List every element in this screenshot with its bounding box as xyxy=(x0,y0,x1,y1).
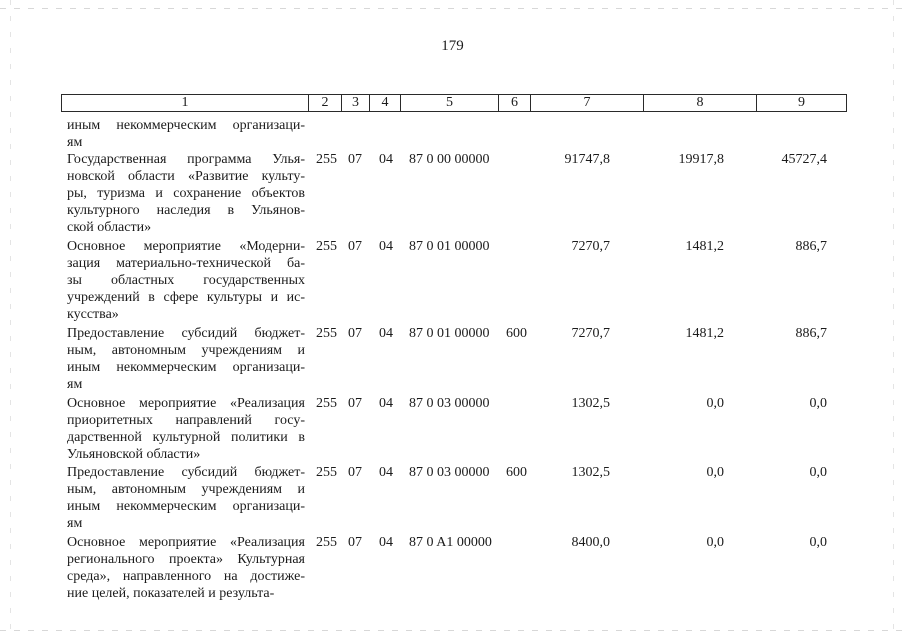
row-name-line: Основное мероприятие «Реализация xyxy=(67,535,305,550)
row-c4: 04 xyxy=(379,326,393,341)
row-c9: 886,7 xyxy=(795,239,827,254)
header-col-7: 7 xyxy=(530,95,643,111)
row-c8: 0,0 xyxy=(706,535,724,550)
row-c2: 255 xyxy=(316,396,337,411)
row-name xyxy=(67,238,305,323)
row-name-line: Предоставление субсидий бюджет- xyxy=(67,326,305,341)
row-c7: 8400,0 xyxy=(571,535,610,550)
header-col-1: 1 xyxy=(181,95,189,110)
row-name-line: приоритетных направлений госу- xyxy=(67,413,305,428)
row-name xyxy=(67,395,305,463)
row-c6: 600 xyxy=(506,465,527,480)
row-name-line: ным, автономным учреждениям и xyxy=(67,482,305,497)
row-c2: 255 xyxy=(316,326,337,341)
row-name-line: иным некоммерческим организаци- xyxy=(67,360,305,375)
row-c3: 07 xyxy=(348,152,362,167)
row-name-line: зы областных государственных xyxy=(67,273,305,288)
scan-left-edge xyxy=(10,0,11,640)
row-name xyxy=(67,464,305,532)
header-col-4: 4 xyxy=(369,95,400,111)
row-name xyxy=(67,534,305,602)
row-c8: 19917,8 xyxy=(678,152,724,167)
header-col-5: 5 xyxy=(400,95,498,111)
row-name-line: учреждений в сфере культуры и ис- xyxy=(67,290,305,305)
row-c4: 04 xyxy=(379,465,393,480)
row-c7: 1302,5 xyxy=(571,396,610,411)
row-name-line: ры, туризма и сохранение объектов xyxy=(67,186,305,201)
row-c3: 07 xyxy=(348,535,362,550)
row-name-line: ным, автономным учреждениям и xyxy=(67,343,305,358)
row-c3: 07 xyxy=(348,396,362,411)
row-c5: 87 0 00 00000 xyxy=(409,152,490,167)
row-name-line: иным некоммерческим организаци- xyxy=(67,499,305,514)
row-c2: 255 xyxy=(316,239,337,254)
row-name-line: ям xyxy=(67,377,83,392)
header-col-6: 6 xyxy=(498,95,530,111)
row-c9: 45727,4 xyxy=(781,152,827,167)
row-name-line: среда», направленного на достиже- xyxy=(67,569,305,584)
table-header-row xyxy=(61,94,847,112)
row-name-line: иным некоммерческим организаци- xyxy=(67,118,305,133)
row-c9: 0,0 xyxy=(809,535,827,550)
row-c5: 87 0 03 00000 xyxy=(409,396,490,411)
row-c5: 87 0 01 00000 xyxy=(409,326,490,341)
row-name-line: ям xyxy=(67,135,83,150)
scan-right-edge xyxy=(893,0,894,640)
row-name-line: культурного наследия в Ульянов- xyxy=(67,203,305,218)
row-name-line: Основное мероприятие «Модерни- xyxy=(67,239,305,254)
row-c9: 0,0 xyxy=(809,465,827,480)
page-number: 179 xyxy=(441,38,464,54)
row-c9: 0,0 xyxy=(809,396,827,411)
row-c8: 1481,2 xyxy=(685,239,724,254)
row-c3: 07 xyxy=(348,326,362,341)
row-name-line: ние целей, показателей и результа- xyxy=(67,586,275,601)
row-name-line: ской области» xyxy=(67,220,152,235)
row-c9: 886,7 xyxy=(795,326,827,341)
row-name-line: регионального проекта» Культурная xyxy=(67,552,305,567)
row-c5: 87 0 03 00000 xyxy=(409,465,490,480)
row-name-line: Государственная программа Улья- xyxy=(67,152,305,167)
header-col-8: 8 xyxy=(643,95,756,111)
row-name xyxy=(67,325,305,393)
row-c2: 255 xyxy=(316,152,337,167)
row-c7: 91747,8 xyxy=(564,152,610,167)
row-name-line: Ульяновской области» xyxy=(67,447,201,462)
row-name-line: кусства» xyxy=(67,307,119,322)
row-c3: 07 xyxy=(348,239,362,254)
row-c5: 87 0 A1 00000 xyxy=(409,535,492,550)
row-name xyxy=(67,151,305,236)
header-col-3: 3 xyxy=(341,95,369,111)
row-name-line: новской области «Развитие культу- xyxy=(67,169,305,184)
row-c3: 07 xyxy=(348,465,362,480)
row-c2: 255 xyxy=(316,535,337,550)
row-name-line: ям xyxy=(67,516,83,531)
row-c4: 04 xyxy=(379,239,393,254)
row-name xyxy=(67,117,305,151)
row-name-line: зация материально-технической ба- xyxy=(67,256,305,271)
row-c7: 7270,7 xyxy=(571,239,610,254)
scan-top-edge xyxy=(0,8,905,9)
row-name-line: дарственной культурной политики в xyxy=(67,430,305,445)
row-name-line: Предоставление субсидий бюджет- xyxy=(67,465,305,480)
scan-bottom-edge xyxy=(0,630,905,631)
row-c7: 1302,5 xyxy=(571,465,610,480)
row-c7: 7270,7 xyxy=(571,326,610,341)
row-c4: 04 xyxy=(379,535,393,550)
row-name-line: Основное мероприятие «Реализация xyxy=(67,396,305,411)
row-c8: 1481,2 xyxy=(685,326,724,341)
row-c6: 600 xyxy=(506,326,527,341)
row-c2: 255 xyxy=(316,465,337,480)
header-col-2: 2 xyxy=(308,95,341,111)
row-c5: 87 0 01 00000 xyxy=(409,239,490,254)
header-col-9: 9 xyxy=(756,95,846,111)
row-c8: 0,0 xyxy=(706,465,724,480)
row-c8: 0,0 xyxy=(706,396,724,411)
row-c4: 04 xyxy=(379,152,393,167)
row-c4: 04 xyxy=(379,396,393,411)
